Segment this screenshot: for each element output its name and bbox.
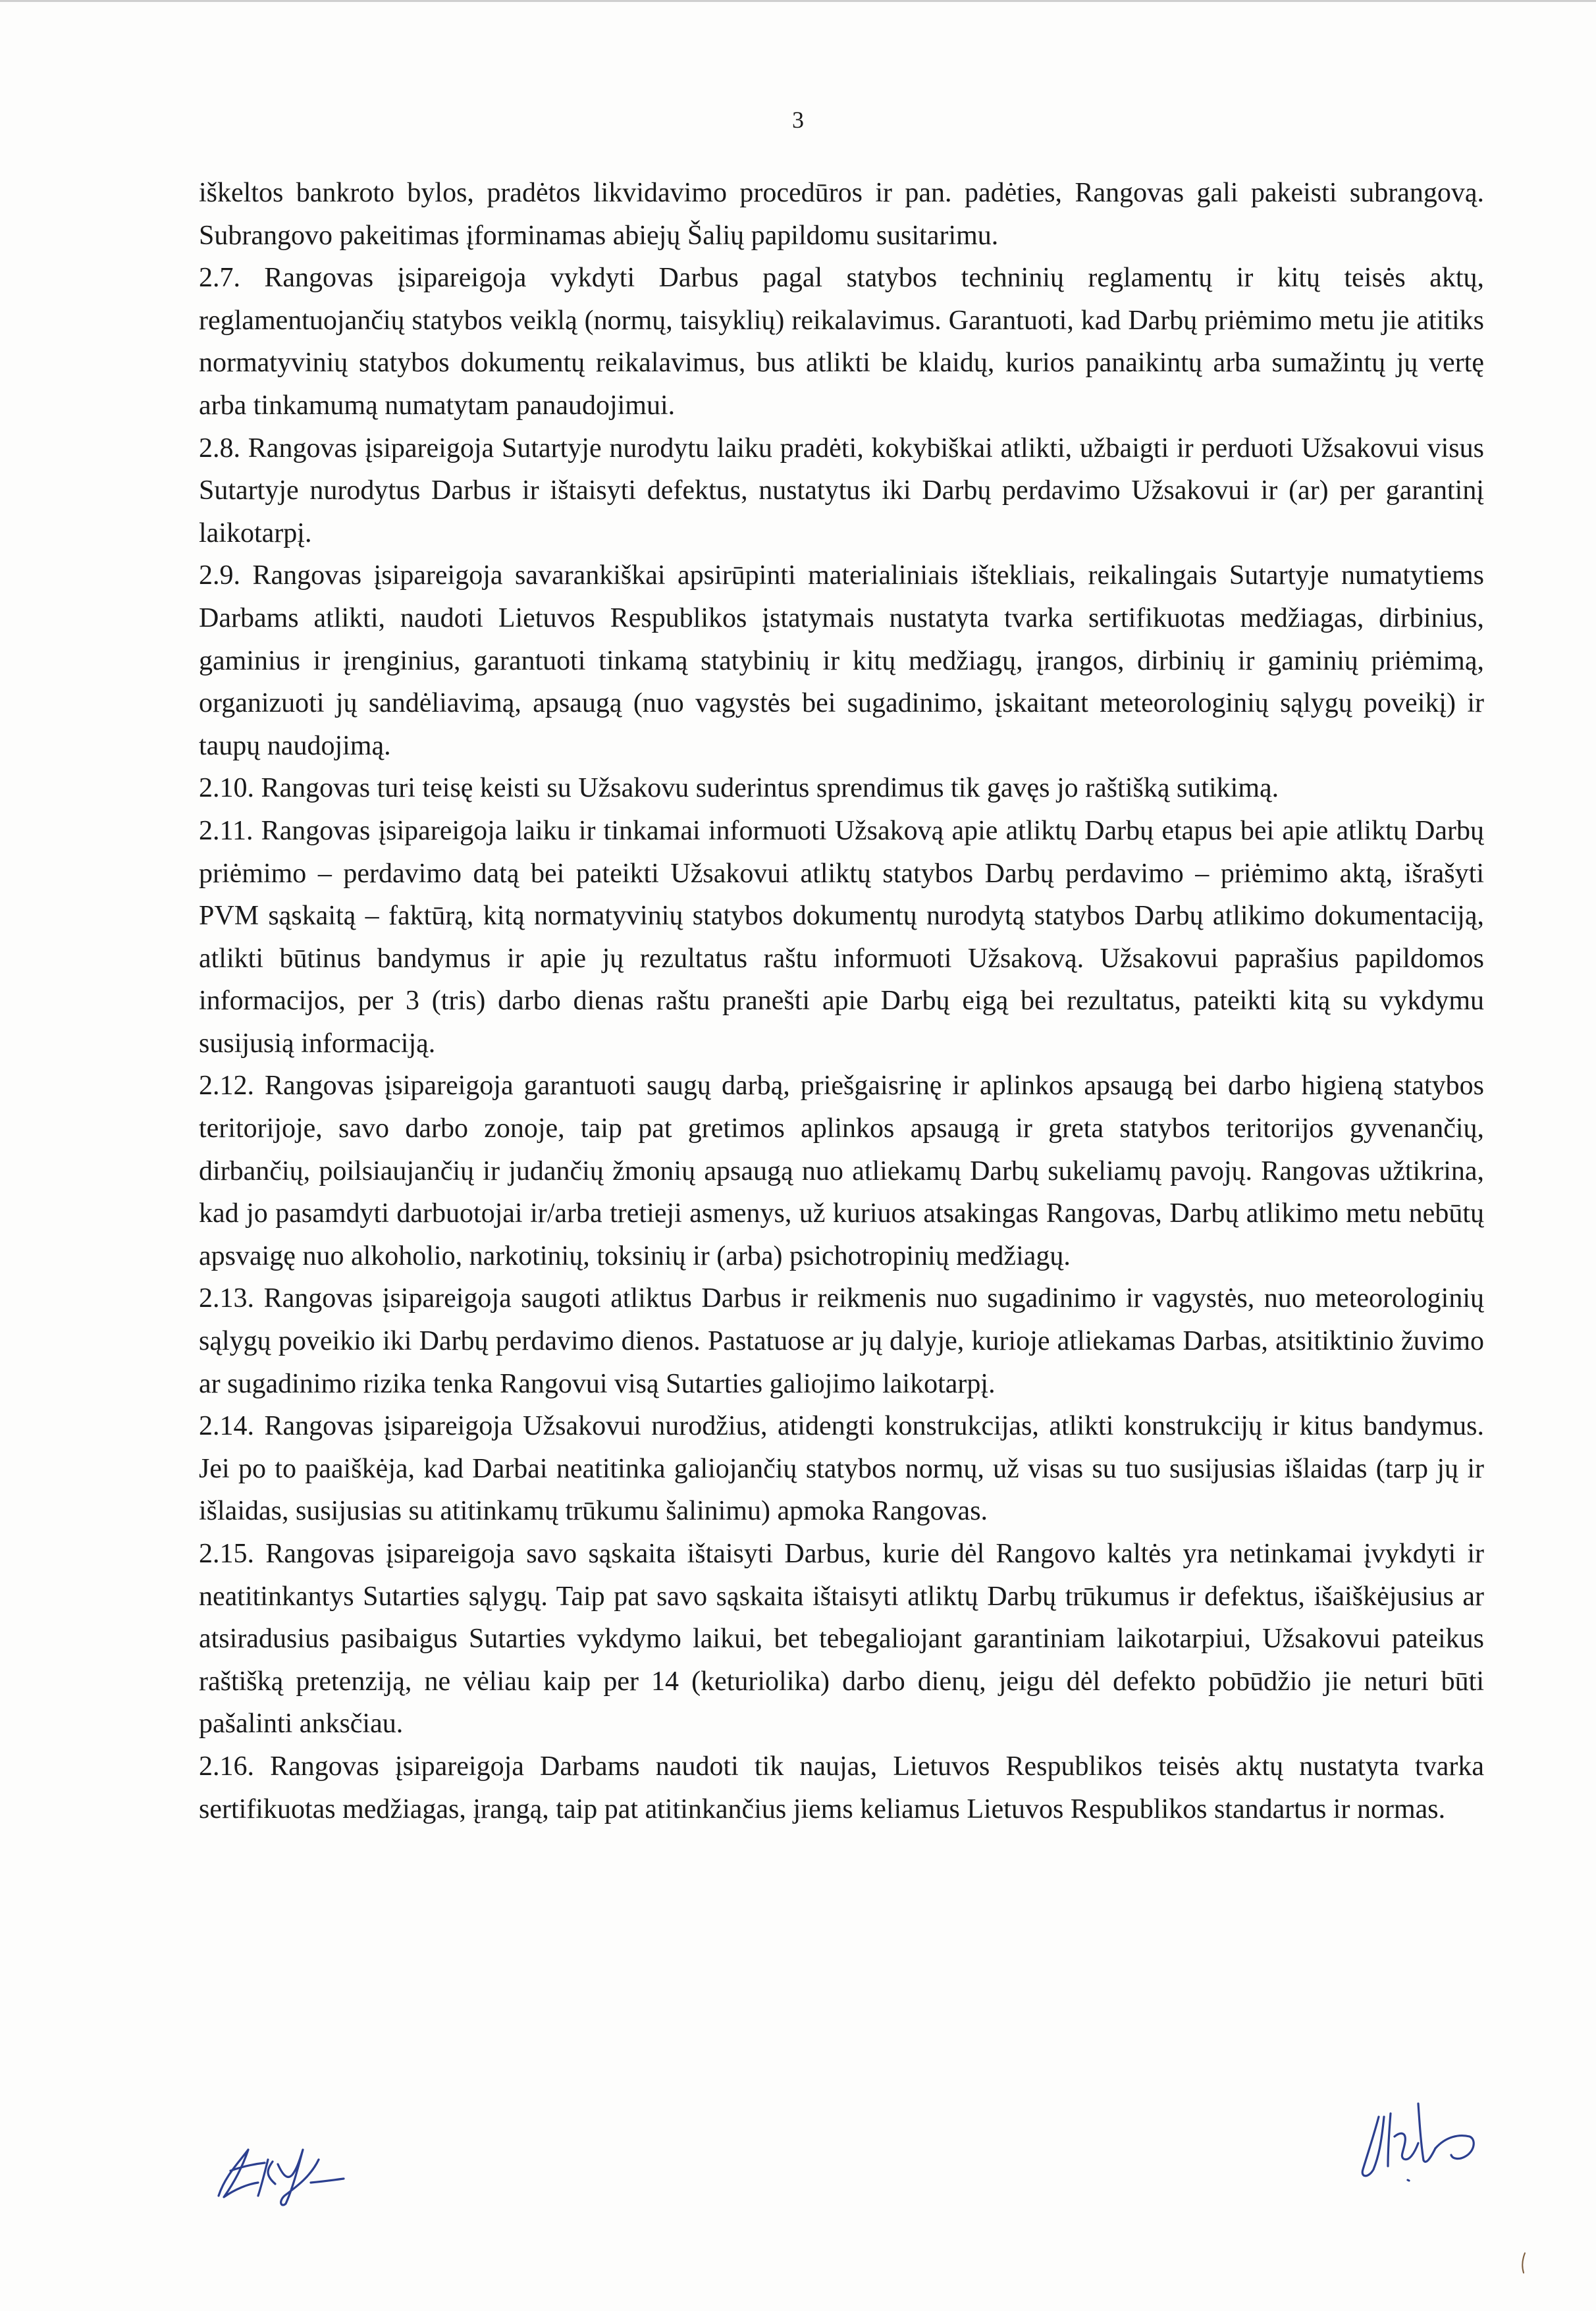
document-body (199, 172, 1484, 1830)
signature-left (212, 2123, 370, 2209)
paragraph-2-11: 2.11. Rangovas įsipareigoja laiku ir tinkamai informuoti Užsakovą apie atliktų Darbų etapus bei apie atliktų Darbų priėmimo – perdavimo datą bei pateikti Užsakovui atliktų statybos Darbų perdavimo – priėmimo aktą, išrašyti PVM sąskaitą – faktūrą, kitą normatyvinių statybos dokumentų nurodytą statybos Darbų atlikimo dokumentaciją, atlikti būtinus bandymus ir apie jų rezultatus raštu informuoti Užsakovą. Užsakovui paprašius papildomos informacijos, per 3 (tris) darbo dienas raštu pranešti apie Darbų eigą bei rezultatus, pateikti kitą su vykdymu susijusią informaciją. (199, 815, 1484, 1059)
paragraph-2-10: 2.10. Rangovas turi teisę keisti su Užsakovu suderintus sprendimus tik gavęs jo raštišką sutikimą. (199, 773, 1279, 804)
paragraph-2-14: 2.14. Rangovas įsipareigoja Užsakovui nurodžius, atidengti konstrukcijas, atlikti konstrukcijų ir kitus bandymus. Jei po to paaiškėja, kad Darbai neatitinka galiojančių statybos normų, už visas su tuo susijusias išlaidas (tarp jų ir išlaidas, susijusias su atitinkamų trūkumu šalinimu) apmoka Rangovas. (199, 1411, 1484, 1527)
signature-left-drawing (212, 2123, 370, 2209)
scan-edge-mark-drawing (1517, 2250, 1530, 2277)
scan-edge-mark (1517, 2250, 1530, 2277)
paragraph-subcontractor-change: iškeltos bankroto bylos, pradėtos likvidavimo procedūros ir pan. padėties, Rangovas gali pakeisti subrangovą. Subrangovo pakeitimas įforminamas abiejų Šalių papildomu susitarimu. (199, 178, 1484, 251)
paragraph-2-12: 2.12. Rangovas įsipareigoja garantuoti saugų darbą, priešgaisrinę ir aplinkos apsaugą bei darbo higieną statybos teritorijoje, savo darbo zonoje, taip pat gretimos aplinkos apsaugą ir greta statybos teritorijos gyvenančių, dirbančių, poilsiaujančių ir judančių žmonių apsaugą nuo atliekamų Darbų sukeliamų pavojų. Rangovas užtikrina, kad jo pasamdyti darbuotojai ir/arba tretieji asmenys, už kuriuos atsakingas Rangovas, Darbų atlikimo metu nebūtų apsvaigę nuo alkoholio, narkotinių, toksinių ir (arba) psichotropinių medžiagų. (199, 1071, 1484, 1271)
paragraph-2-8: 2.8. Rangovas įsipareigoja Sutartyje nurodytu laiku pradėti, kokybiškai atlikti, užbaigti ir perduoti Užsakovui visus Sutartyje nurodytus Darbus ir ištaisyti defektus, nustatytus iki Darbų perdavimo Užsakovui ir (ar) per garantinį laikotarpį. (199, 433, 1484, 548)
paragraph-2-15: 2.15. Rangovas įsipareigoja savo sąskaita ištaisyti Darbus, kurie dėl Rangovo kaltės yra netinkamai įvykdyti ir neatitinkantys Sutarties sąlygų. Taip pat savo sąskaita ištaisyti atliktų Darbų trūkumus ir defektus, išaiškėjusius ar atsiradusius pasibaigus Sutarties vykdymo laikui, bet tebegaliojant garantiniam laikotarpiui, Užsakovui pateikus raštišką pretenziją, ne vėliau kaip per 14 (keturiolika) darbo dienų, jeigu dėl defekto pobūdžio jie neturi būti pašalinti anksčiau. (199, 1539, 1484, 1740)
scan-top-edge (0, 0, 1596, 2)
page-number: 3 (792, 107, 804, 133)
paragraph-2-16: 2.16. Rangovas įsipareigoja Darbams naudoti tik naujas, Lietuvos Respublikos teisės aktų nustatyta tvarka sertifikuotas medžiagas, įrangą, taip pat atitinkančius jiems keliamus Lietuvos Respublikos standartus ir normas. (199, 1751, 1484, 1824)
paragraph-2-7: 2.7. Rangovas įsipareigoja vykdyti Darbus pagal statybos techninių reglamentų ir kitų teisės aktų, reglamentuojančių statybos veiklą (normų, taisyklių) reikalavimus. Garantuoti, kad Darbų priėmimo metu jie atitiks normatyvinių statybos dokumentų reikalavimus, bus atlikti be klaidų, kurios panaikintų arba sumažintų jų vertę arba tinkamumą numatytam panaudojimui. (199, 263, 1484, 421)
signature-right (1354, 2090, 1505, 2189)
paragraph-2-9: 2.9. Rangovas įsipareigoja savarankiškai apsirūpinti materialiniais ištekliais, reikalingais Sutartyje numatytiems Darbams atlikti, naudoti Lietuvos Respublikos įstatymais nustatyta tvarka sertifikuotas medžiagas, dirbinius, gaminius ir įrenginius, garantuoti tinkamą statybinių ir kitų medžiagų, įrangos, dirbinių ir gaminių priėmimą, organizuoti jų sandėliavimą, apsaugą (nuo vagystės bei sugadinimo, įskaitant meteorologinių sąlygų poveikį) ir taupų naudojimą. (199, 560, 1484, 761)
paragraph-2-13: 2.13. Rangovas įsipareigoja saugoti atliktus Darbus ir reikmenis nuo sugadinimo ir vagystės, nuo meteorologinių sąlygų poveikio iki Darbų perdavimo dienos. Pastatuose ar jų dalyje, kurioje atliekamas Darbas, atsitiktinio žuvimo ar sugadinimo rizika tenka Rangovui visą Sutarties galiojimo laikotarpį. (199, 1283, 1484, 1399)
signature-right-drawing (1354, 2090, 1505, 2189)
